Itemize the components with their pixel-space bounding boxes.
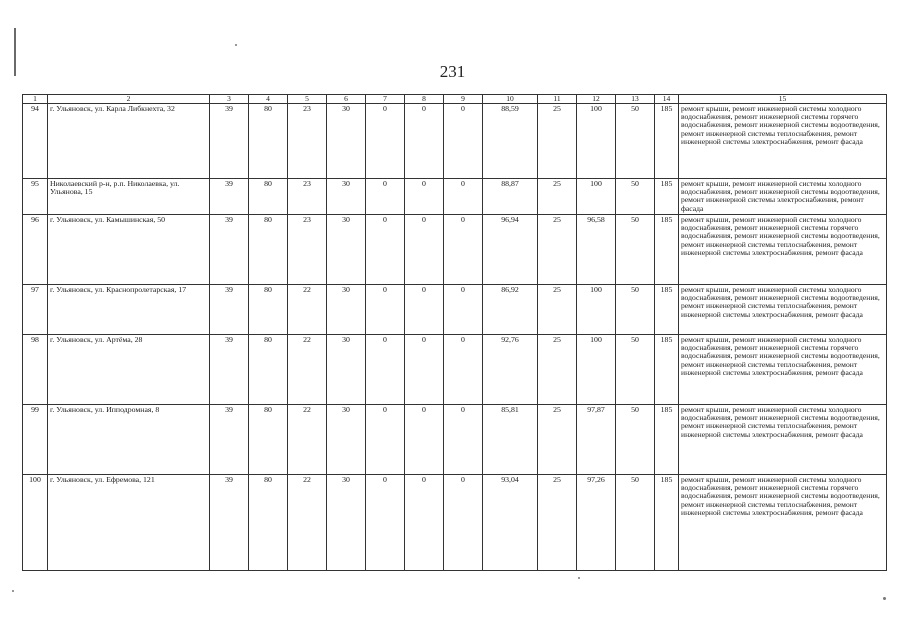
value-cell-14: 185 bbox=[655, 335, 679, 405]
table-row bbox=[23, 215, 887, 285]
value-cell-6: 30 bbox=[327, 104, 366, 179]
address-cell: г. Ульяновск, ул. Ипподромная, 8 bbox=[48, 405, 210, 475]
value-cell-11: 25 bbox=[538, 104, 577, 179]
address-cell: г. Ульяновск, ул. Артёма, 28 bbox=[48, 335, 210, 405]
value-cell-9: 0 bbox=[444, 475, 483, 571]
value-cell-13: 50 bbox=[616, 405, 655, 475]
address-cell: г. Ульяновск, ул. Камышинская, 50 bbox=[48, 215, 210, 285]
value-cell-3: 39 bbox=[210, 215, 249, 285]
scan-speck bbox=[883, 597, 886, 600]
page-number: 231 bbox=[439, 62, 466, 81]
value-cell-5: 22 bbox=[288, 335, 327, 405]
row-number-cell: 95 bbox=[23, 179, 48, 215]
value-cell-13: 50 bbox=[616, 285, 655, 335]
repair-works-cell: ремонт крыши, ремонт инженерной системы холодного водоснабжения, ремонт инженерной системы горячего водоснабжения, ремонт инженерной системы водоотведения, ремонт инженерной системы теплоснабжения, ремонт инженерной системы электроснабжения, ремонт фасада bbox=[679, 335, 887, 405]
scan-speck bbox=[578, 577, 580, 579]
value-cell-4: 80 bbox=[249, 475, 288, 571]
value-cell-8: 0 bbox=[405, 405, 444, 475]
value-cell-6: 30 bbox=[327, 179, 366, 215]
value-cell-7: 0 bbox=[366, 335, 405, 405]
address-cell: Николаевский р-н, р.п. Николаевка, ул. Ульянова, 15 bbox=[48, 179, 210, 215]
value-cell-14: 185 bbox=[655, 215, 679, 285]
value-cell-3: 39 bbox=[210, 335, 249, 405]
value-cell-10: 92,76 bbox=[483, 335, 538, 405]
column-number: 14 bbox=[655, 95, 679, 104]
value-cell-12: 100 bbox=[577, 335, 616, 405]
repair-works-cell: ремонт крыши, ремонт инженерной системы холодного водоснабжения, ремонт инженерной системы водоотведения, ремонт инженерной системы электроснабжения, ремонт фасада bbox=[679, 179, 887, 215]
row-number-cell: 98 bbox=[23, 335, 48, 405]
value-cell-4: 80 bbox=[249, 215, 288, 285]
row-number-cell: 97 bbox=[23, 285, 48, 335]
value-cell-14: 185 bbox=[655, 405, 679, 475]
value-cell-10: 93,04 bbox=[483, 475, 538, 571]
column-number: 7 bbox=[366, 95, 405, 104]
value-cell-5: 23 bbox=[288, 179, 327, 215]
table-row bbox=[23, 285, 887, 335]
value-cell-5: 23 bbox=[288, 104, 327, 179]
repair-works-cell: ремонт крыши, ремонт инженерной системы холодного водоснабжения, ремонт инженерной системы горячего водоснабжения, ремонт инженерной системы водоотведения, ремонт инженерной системы теплоснабжения, ремонт инженерной системы электроснабжения, ремонт фасада bbox=[679, 475, 887, 571]
table-row bbox=[23, 475, 887, 571]
value-cell-7: 0 bbox=[366, 104, 405, 179]
value-cell-7: 0 bbox=[366, 215, 405, 285]
column-number: 3 bbox=[210, 95, 249, 104]
value-cell-7: 0 bbox=[366, 179, 405, 215]
value-cell-9: 0 bbox=[444, 104, 483, 179]
repair-works-cell: ремонт крыши, ремонт инженерной системы холодного водоснабжения, ремонт инженерной системы горячего водоснабжения, ремонт инженерной системы водоотведения, ремонт инженерной системы теплоснабжения, ремонт инженерной системы электроснабжения, ремонт фасада bbox=[679, 104, 887, 179]
table-row bbox=[23, 405, 887, 475]
column-number: 12 bbox=[577, 95, 616, 104]
value-cell-5: 22 bbox=[288, 405, 327, 475]
value-cell-12: 100 bbox=[577, 179, 616, 215]
value-cell-6: 30 bbox=[327, 335, 366, 405]
value-cell-6: 30 bbox=[327, 405, 366, 475]
table-row bbox=[23, 104, 887, 179]
repair-works-cell: ремонт крыши, ремонт инженерной системы холодного водоснабжения, ремонт инженерной системы водоотведения, ремонт инженерной системы теплоснабжения, ремонт инженерной системы электроснабжения, ремонт фасада bbox=[679, 285, 887, 335]
value-cell-10: 86,92 bbox=[483, 285, 538, 335]
value-cell-10: 88,59 bbox=[483, 104, 538, 179]
value-cell-7: 0 bbox=[366, 475, 405, 571]
value-cell-3: 39 bbox=[210, 179, 249, 215]
value-cell-6: 30 bbox=[327, 215, 366, 285]
value-cell-3: 39 bbox=[210, 475, 249, 571]
value-cell-11: 25 bbox=[538, 285, 577, 335]
value-cell-10: 85,81 bbox=[483, 405, 538, 475]
column-number: 8 bbox=[405, 95, 444, 104]
value-cell-4: 80 bbox=[249, 405, 288, 475]
value-cell-14: 185 bbox=[655, 179, 679, 215]
repair-works-cell: ремонт крыши, ремонт инженерной системы холодного водоснабжения, ремонт инженерной системы горячего водоснабжения, ремонт инженерной системы водоотведения, ремонт инженерной системы теплоснабжения, ремонт инженерной системы электроснабжения, ремонт фасада bbox=[679, 215, 887, 285]
row-number-cell: 99 bbox=[23, 405, 48, 475]
value-cell-6: 30 bbox=[327, 475, 366, 571]
value-cell-8: 0 bbox=[405, 215, 444, 285]
repair-works-cell: ремонт крыши, ремонт инженерной системы холодного водоснабжения, ремонт инженерной системы водоотведения, ремонт инженерной системы теплоснабжения, ремонт инженерной системы электроснабжения, ремонт фасада bbox=[679, 405, 887, 475]
column-number: 6 bbox=[327, 95, 366, 104]
value-cell-9: 0 bbox=[444, 285, 483, 335]
value-cell-14: 185 bbox=[655, 475, 679, 571]
column-number: 10 bbox=[483, 95, 538, 104]
value-cell-10: 96,94 bbox=[483, 215, 538, 285]
value-cell-8: 0 bbox=[405, 285, 444, 335]
value-cell-5: 23 bbox=[288, 215, 327, 285]
repair-schedule-table bbox=[22, 94, 887, 571]
value-cell-11: 25 bbox=[538, 179, 577, 215]
value-cell-12: 96,58 bbox=[577, 215, 616, 285]
table-row bbox=[23, 179, 887, 215]
value-cell-3: 39 bbox=[210, 104, 249, 179]
value-cell-8: 0 bbox=[405, 475, 444, 571]
value-cell-12: 97,26 bbox=[577, 475, 616, 571]
value-cell-7: 0 bbox=[366, 285, 405, 335]
value-cell-4: 80 bbox=[249, 104, 288, 179]
column-number: 9 bbox=[444, 95, 483, 104]
value-cell-14: 185 bbox=[655, 285, 679, 335]
value-cell-14: 185 bbox=[655, 104, 679, 179]
value-cell-3: 39 bbox=[210, 285, 249, 335]
value-cell-8: 0 bbox=[405, 335, 444, 405]
value-cell-3: 39 bbox=[210, 405, 249, 475]
value-cell-13: 50 bbox=[616, 179, 655, 215]
value-cell-13: 50 bbox=[616, 104, 655, 179]
value-cell-10: 88,87 bbox=[483, 179, 538, 215]
value-cell-11: 25 bbox=[538, 335, 577, 405]
row-number-cell: 100 bbox=[23, 475, 48, 571]
value-cell-4: 80 bbox=[249, 285, 288, 335]
value-cell-9: 0 bbox=[444, 335, 483, 405]
value-cell-8: 0 bbox=[405, 179, 444, 215]
value-cell-5: 22 bbox=[288, 475, 327, 571]
value-cell-12: 100 bbox=[577, 285, 616, 335]
value-cell-11: 25 bbox=[538, 475, 577, 571]
column-number: 5 bbox=[288, 95, 327, 104]
column-number: 2 bbox=[48, 95, 210, 104]
value-cell-12: 97,87 bbox=[577, 405, 616, 475]
column-number: 15 bbox=[679, 95, 887, 104]
value-cell-4: 80 bbox=[249, 179, 288, 215]
column-number: 13 bbox=[616, 95, 655, 104]
value-cell-11: 25 bbox=[538, 405, 577, 475]
value-cell-6: 30 bbox=[327, 285, 366, 335]
address-cell: г. Ульяновск, ул. Карла Либкнехта, 32 bbox=[48, 104, 210, 179]
address-cell: г. Ульяновск, ул. Ефремова, 121 bbox=[48, 475, 210, 571]
row-number-cell: 94 bbox=[23, 104, 48, 179]
column-number-row bbox=[23, 95, 887, 104]
value-cell-9: 0 bbox=[444, 215, 483, 285]
value-cell-13: 50 bbox=[616, 475, 655, 571]
column-number: 4 bbox=[249, 95, 288, 104]
scan-speck bbox=[235, 44, 237, 46]
value-cell-7: 0 bbox=[366, 405, 405, 475]
value-cell-9: 0 bbox=[444, 405, 483, 475]
value-cell-13: 50 bbox=[616, 215, 655, 285]
value-cell-12: 100 bbox=[577, 104, 616, 179]
address-cell: г. Ульяновск, ул. Краснопролетарская, 17 bbox=[48, 285, 210, 335]
row-number-cell: 96 bbox=[23, 215, 48, 285]
value-cell-13: 50 bbox=[616, 335, 655, 405]
value-cell-11: 25 bbox=[538, 215, 577, 285]
column-number: 11 bbox=[538, 95, 577, 104]
value-cell-8: 0 bbox=[405, 104, 444, 179]
column-number: 1 bbox=[23, 95, 48, 104]
value-cell-5: 22 bbox=[288, 285, 327, 335]
table-row bbox=[23, 335, 887, 405]
value-cell-9: 0 bbox=[444, 179, 483, 215]
scan-speck bbox=[12, 590, 14, 592]
value-cell-4: 80 bbox=[249, 335, 288, 405]
